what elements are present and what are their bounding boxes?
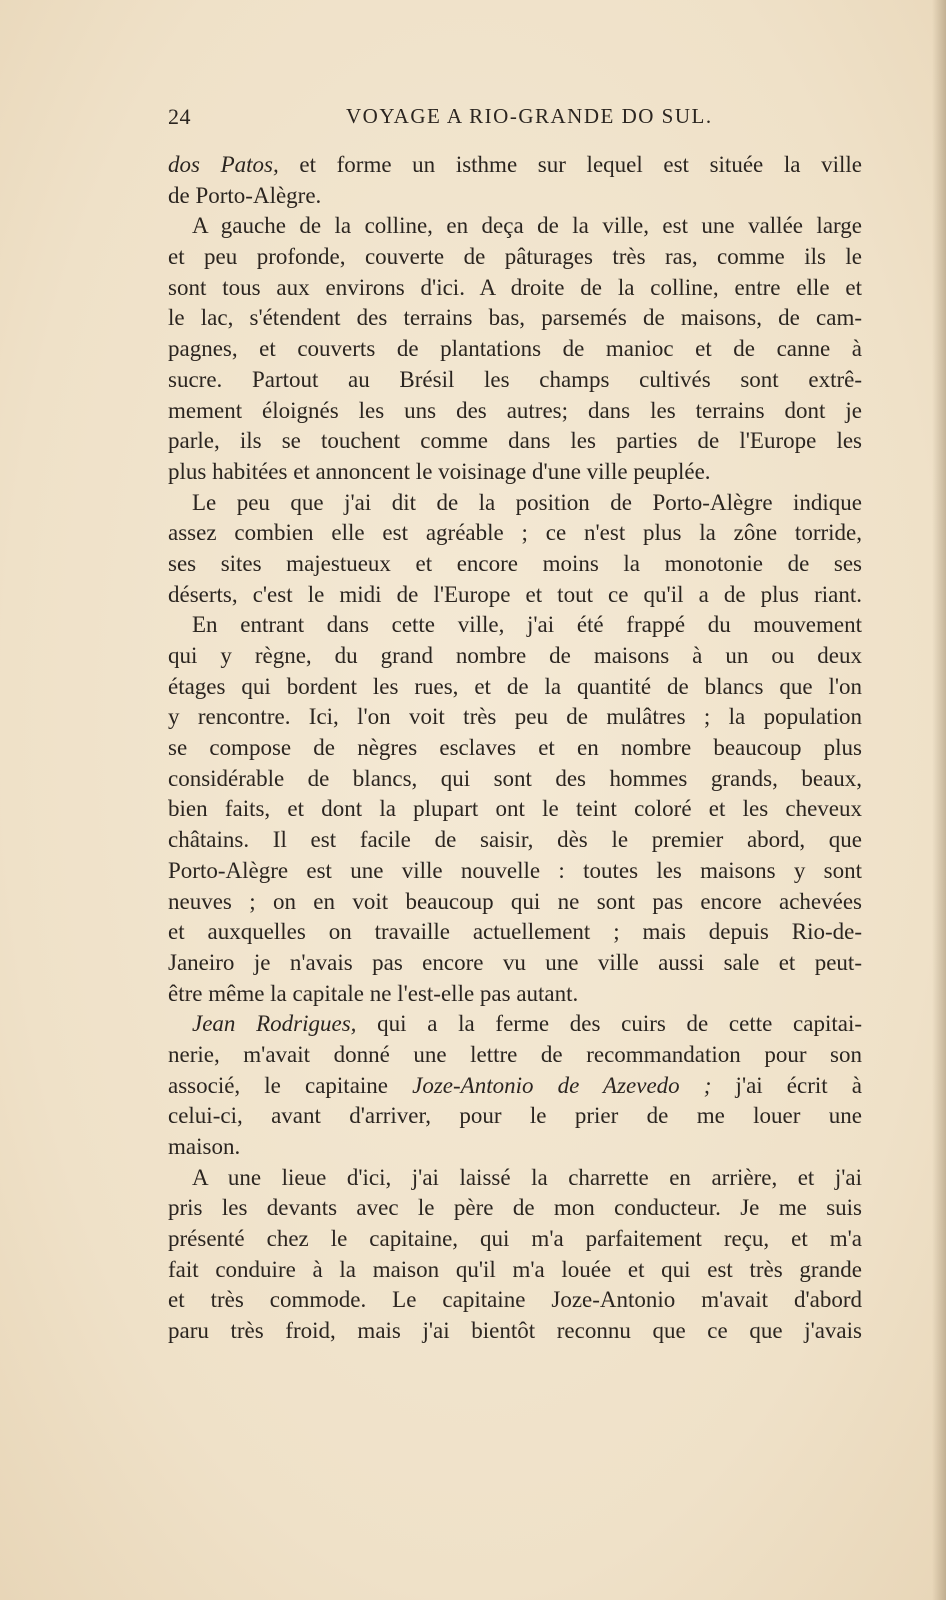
paragraph-start [168, 1009, 862, 1040]
text-line: qui y règne, du grand nombre de maisons à un ou deux [168, 643, 862, 668]
paragraph-start: Le peu que j'ai dit de la position de Porto-Alègre indique [192, 489, 862, 515]
body-text [168, 150, 862, 1347]
text-line: et peu profonde, couverte de pâturages très ras, comme ils le [168, 244, 862, 270]
text-line [168, 150, 862, 181]
text-span: et forme un isthme sur lequel est située la ville [278, 152, 862, 177]
text-line: étages qui bordent les rues, et de la quantité de blancs que l'on [168, 673, 862, 699]
text-line: assez combien elle est agréable ; ce n'est plus la zône torride, [168, 520, 862, 546]
text-line: Porto-Alègre est une ville nouvelle : toutes les maisons y sont [168, 857, 862, 883]
text-line: et auxquelles on travaille actuellement ; mais depuis Rio-de- [168, 919, 862, 945]
text-line: pris les devants avec le père de mon conducteur. Je me suis [168, 1195, 862, 1221]
text-line: se compose de nègres esclaves et en nombre beaucoup plus [168, 735, 862, 761]
text-line: fait conduire à la maison qu'il m'a louée et qui est très grande [168, 1256, 862, 1282]
text-line: être même la capitale ne l'est-elle pas autant. [168, 980, 579, 1006]
text-span: associé, le capitaine [168, 1072, 413, 1098]
text-line: et très commode. Le capitaine Joze-Antonio m'avait d'abord [168, 1287, 862, 1313]
text-line [168, 1071, 862, 1102]
text-span: j'ai écrit à [711, 1072, 862, 1098]
text-line: pagnes, et couverts de plantations de manioc et de canne à [168, 336, 862, 362]
text-line: châtains. Il est facile de saisir, dès le premier abord, que [168, 827, 862, 853]
text-line: le lac, s'étendent des terrains bas, parsemés de maisons, de cam- [168, 305, 862, 331]
text-span: qui a la ferme des cuirs de cette capitai- [356, 1011, 862, 1037]
italic-person-name: Jean Rodrigues, [192, 1011, 357, 1037]
page-edge-shadow [932, 0, 946, 1600]
italic-person-name: Joze-Antonio de Azevedo ; [412, 1072, 712, 1098]
text-line: nerie, m'avait donné une lettre de recommandation pour son [168, 1041, 862, 1067]
running-title: VOYAGE A RIO-GRANDE DO SUL. [346, 104, 713, 128]
text-line: neuves ; on en voit beaucoup qui ne sont pas encore achevées [168, 888, 862, 914]
running-header [168, 104, 864, 134]
paragraph-start: A une lieue d'ici, j'ai laissé la charrette en arrière, et j'ai [192, 1164, 862, 1190]
text-line: maison. [168, 1134, 241, 1159]
text-line: parle, ils se touchent comme dans les parties de l'Europe les [168, 428, 862, 454]
text-line: paru très froid, mais j'ai bientôt reconnu que ce que j'avais [168, 1318, 862, 1344]
text-line: de Porto-Alègre. [168, 182, 322, 208]
italic-place-name: dos Patos, [168, 152, 279, 177]
text-line: sont tous aux environs d'ici. A droite de la colline, entre elle et [168, 274, 862, 300]
text-line: y rencontre. Ici, l'on voit très peu de mulâtres ; la population [168, 704, 862, 730]
text-line: considérable de blancs, qui sont des hommes grands, beaux, [168, 765, 862, 791]
paragraph-start: En entrant dans cette ville, j'ai été frappé du mouvement [192, 612, 862, 638]
text-line: présenté chez le capitaine, qui m'a parfaitement reçu, et m'a [168, 1226, 862, 1252]
page-number: 24 [168, 104, 191, 129]
text-line: celui-ci, avant d'arriver, pour le prier de me louer une [168, 1103, 862, 1129]
text-line: bien faits, et dont la plupart ont le teint coloré et les cheveux [168, 796, 862, 822]
text-line: Janeiro je n'avais pas encore vu une ville aussi sale et peut- [168, 949, 862, 975]
paragraph-start: A gauche de la colline, en deça de la ville, est une vallée large [192, 213, 862, 239]
text-line: sucre. Partout au Brésil les champs cultivés sont extrê- [168, 366, 862, 392]
text-line: plus habitées et annoncent le voisinage d'une ville peuplée. [168, 458, 711, 484]
text-line: mement éloignés les uns des autres; dans les terrains dont je [168, 397, 862, 423]
text-line: déserts, c'est le midi de l'Europe et tout ce qu'il a de plus riant. [168, 581, 862, 607]
text-line: ses sites majestueux et encore moins la monotonie de ses [168, 550, 862, 576]
